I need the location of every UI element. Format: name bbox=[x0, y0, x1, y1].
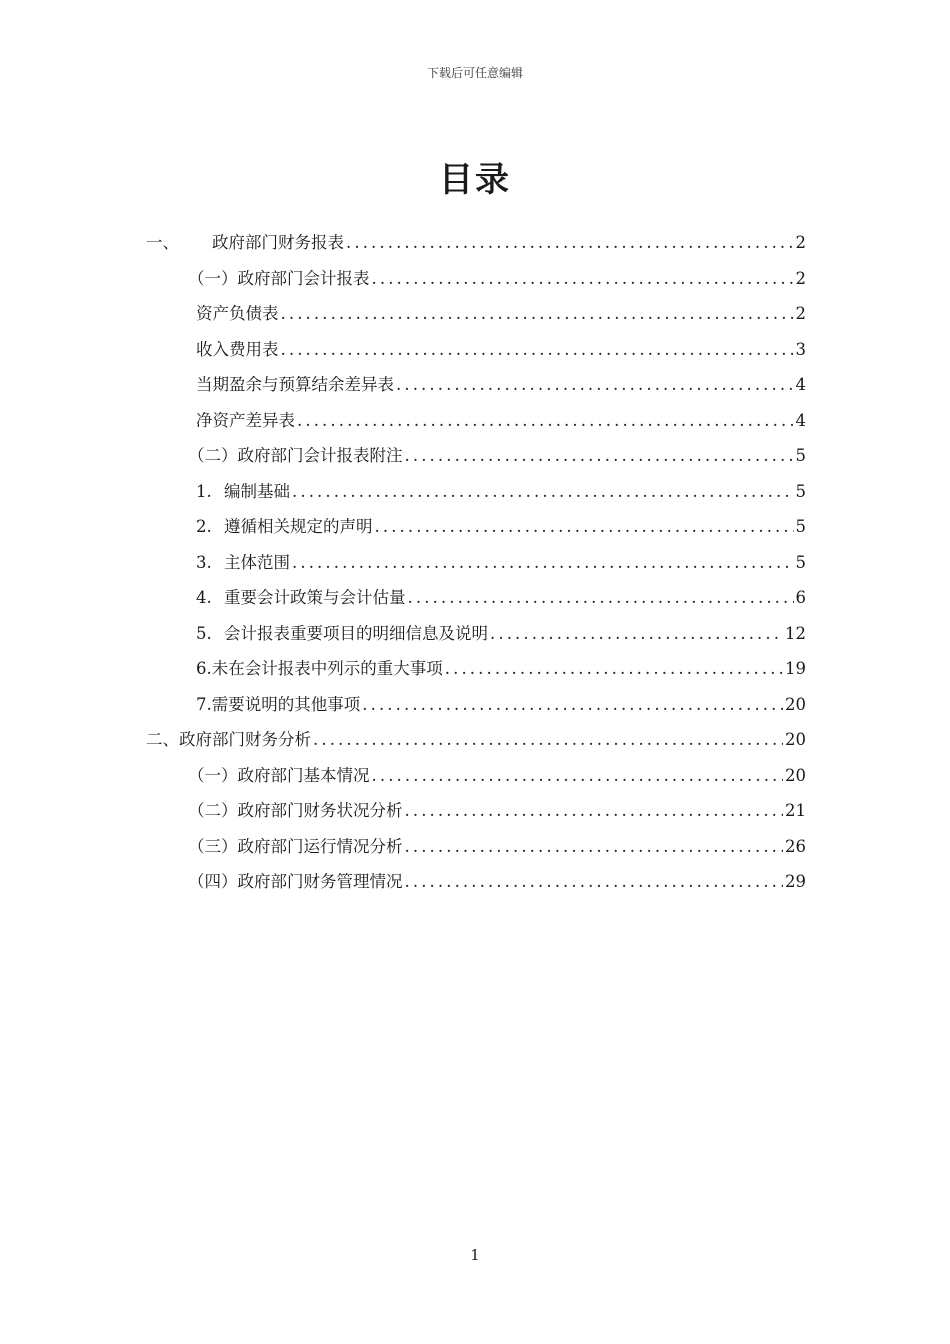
toc-entry-title: 净资产差异表 bbox=[196, 411, 295, 430]
toc-entry-title: 资产负债表 bbox=[196, 304, 279, 323]
toc-entry-page: 26 bbox=[785, 837, 806, 856]
toc-entry[interactable] bbox=[196, 620, 806, 644]
toc-dot-leader bbox=[405, 837, 784, 856]
toc-dot-leader bbox=[445, 659, 783, 678]
toc-entry-number: 一、 bbox=[146, 233, 179, 252]
toc-entry-title: 主体范围 bbox=[224, 553, 290, 572]
toc-entry-section-2[interactable] bbox=[146, 726, 806, 750]
toc-entry-page: 20 bbox=[785, 730, 806, 749]
toc-entry-section-1[interactable] bbox=[146, 229, 806, 253]
toc-entry[interactable] bbox=[196, 300, 806, 324]
toc-entry-title: 当期盈余与预算结余差异表 bbox=[196, 375, 394, 394]
toc-entry[interactable] bbox=[188, 265, 806, 289]
page-title: 目录 bbox=[439, 160, 511, 200]
toc-dot-leader bbox=[405, 446, 794, 465]
page-number: 1 bbox=[470, 1246, 480, 1264]
toc-dot-leader bbox=[281, 304, 794, 323]
toc-entry-page: 5 bbox=[795, 446, 806, 465]
toc-entry-page: 3 bbox=[795, 340, 806, 359]
toc-entry-title: 6.未在会计报表中列示的重大事项 bbox=[196, 659, 443, 678]
toc-dot-leader bbox=[297, 411, 794, 430]
toc-entry-page: 20 bbox=[785, 695, 806, 714]
toc-entry-title: 7.需要说明的其他事项 bbox=[196, 695, 361, 714]
toc-entry-number: 4. bbox=[196, 588, 212, 607]
toc-entry-title: （一）政府部门基本情况 bbox=[188, 766, 370, 785]
toc-entry[interactable] bbox=[196, 336, 806, 360]
toc-dot-leader bbox=[405, 872, 784, 891]
toc-dot-leader bbox=[362, 695, 783, 714]
toc-entry-page: 5 bbox=[795, 482, 806, 501]
toc-entry-page: 19 bbox=[785, 659, 806, 678]
toc-entry-title: 重要会计政策与会计估量 bbox=[224, 588, 406, 607]
toc-entry-title: （三）政府部门运行情况分析 bbox=[188, 837, 403, 856]
toc-entry[interactable] bbox=[196, 371, 806, 395]
toc-entry-title: 收入费用表 bbox=[196, 340, 279, 359]
toc-entry-page: 12 bbox=[785, 624, 806, 643]
toc-entry-page: 2 bbox=[795, 304, 806, 323]
toc-dot-leader bbox=[313, 730, 783, 749]
toc-entry[interactable] bbox=[196, 655, 806, 679]
toc-entry[interactable] bbox=[196, 584, 806, 608]
toc-entry-title: 政府部门财务报表 bbox=[212, 233, 344, 252]
toc-entry-number: 2. bbox=[196, 517, 212, 536]
toc-entry-title: 编制基础 bbox=[224, 482, 290, 501]
toc-entry-page: 21 bbox=[785, 801, 806, 820]
toc-entry[interactable] bbox=[188, 868, 806, 892]
toc-dot-leader bbox=[292, 482, 794, 501]
toc-dot-leader bbox=[396, 375, 794, 394]
toc-entry-page: 4 bbox=[795, 411, 806, 430]
page-header: 下载后可任意编辑 bbox=[426, 66, 523, 80]
toc-entry-page: 2 bbox=[795, 269, 806, 288]
toc-entry-number: 5. bbox=[196, 624, 212, 643]
toc-entry-page: 20 bbox=[785, 766, 806, 785]
toc-entry[interactable] bbox=[196, 549, 806, 573]
toc-entry[interactable] bbox=[188, 833, 806, 857]
toc-dot-leader bbox=[281, 340, 794, 359]
toc-entry-title: 会计报表重要项目的明细信息及说明 bbox=[224, 624, 488, 643]
toc-entry[interactable] bbox=[188, 762, 806, 786]
toc-entry-number: 3. bbox=[196, 553, 212, 572]
toc-entry-title: （二）政府部门财务状况分析 bbox=[188, 801, 403, 820]
toc-dot-leader bbox=[490, 624, 783, 643]
toc-entry[interactable] bbox=[188, 442, 806, 466]
toc-entry-title: 遵循相关规定的声明 bbox=[224, 517, 373, 536]
toc-entry-page: 5 bbox=[795, 553, 806, 572]
toc-dot-leader bbox=[292, 553, 794, 572]
toc-entry-title: （四）政府部门财务管理情况 bbox=[188, 872, 403, 891]
toc-dot-leader bbox=[372, 269, 794, 288]
toc-entry[interactable] bbox=[196, 691, 806, 715]
toc-entry[interactable] bbox=[196, 513, 806, 537]
toc-entry-title: （一）政府部门会计报表 bbox=[188, 269, 370, 288]
toc-dot-leader bbox=[375, 517, 794, 536]
toc-dot-leader bbox=[405, 801, 784, 820]
toc-entry-number: 1. bbox=[196, 482, 212, 501]
toc-entry-page: 29 bbox=[785, 872, 806, 891]
toc-entry[interactable] bbox=[196, 478, 806, 502]
toc-entry-page: 5 bbox=[795, 517, 806, 536]
toc-entry[interactable] bbox=[196, 407, 806, 431]
toc-entry-page: 6 bbox=[795, 588, 806, 607]
toc-dot-leader bbox=[408, 588, 794, 607]
toc-entry[interactable] bbox=[188, 797, 806, 821]
toc-entry-title: （二）政府部门会计报表附注 bbox=[188, 446, 403, 465]
toc-entry-title: 二、政府部门财务分析 bbox=[146, 730, 311, 749]
toc-entry-page: 4 bbox=[795, 375, 806, 394]
toc-dot-leader bbox=[372, 766, 784, 785]
toc-dot-leader bbox=[346, 233, 794, 252]
toc-entry-page: 2 bbox=[795, 233, 806, 252]
